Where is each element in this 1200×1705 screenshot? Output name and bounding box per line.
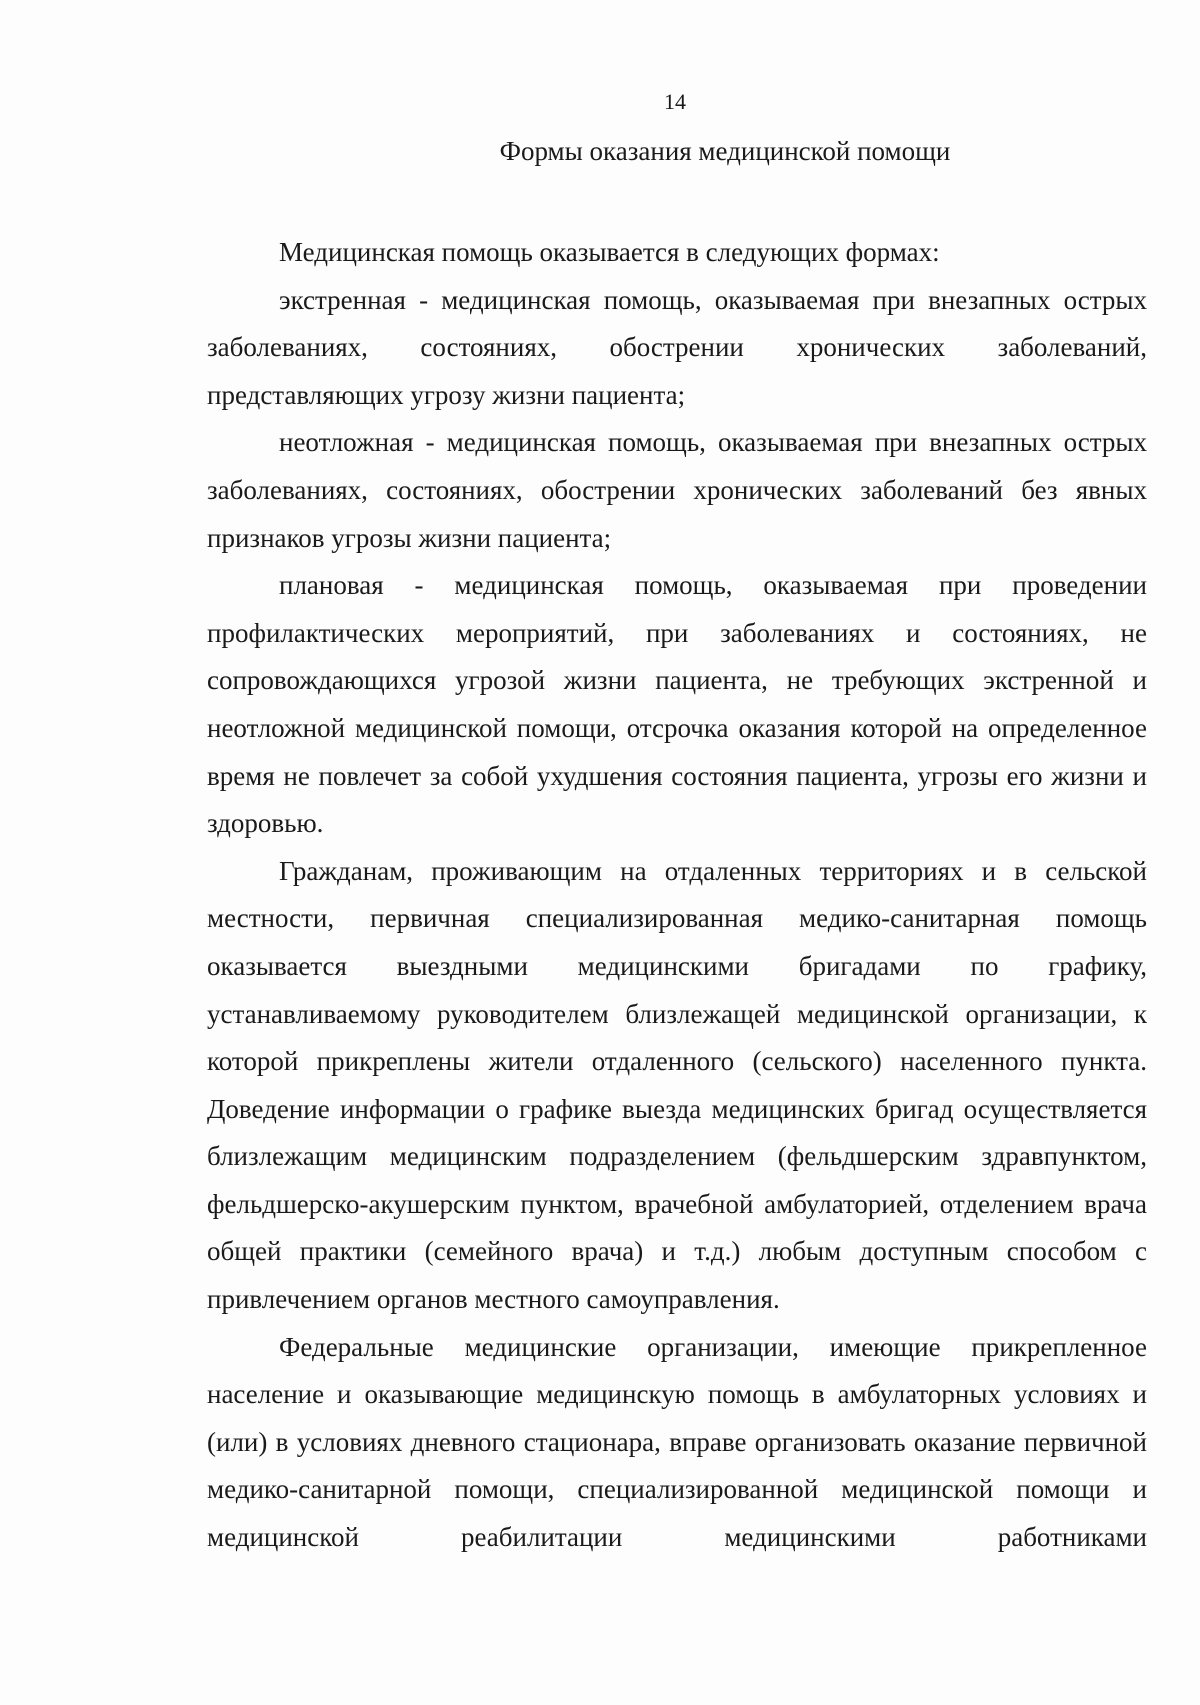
paragraph-rural-care: Гражданам, проживающим на отдаленных территориях и в сельской местности, первичная специализированная медико-санитарная помощь оказывается выездными медицинскими бригадами по графику, устанавливаемому руководителем близлежащей медицинской организации, к которой прикреплены жители отдаленного (сельского) населенного пункта. Доведение информации о графике выезда медицинских бригад осуществляется близлежащим медицинским подразделением (фельдшерским здравпунктом, фельдшерско-акушерским пунктом, врачебной амбулаторией, отделением врача общей практики (семейного врача) и т.д.) любым доступным способом с привлечением органов местного самоуправления.	[207, 855, 1147, 1315]
paragraph-federal-organizations: Федеральные медицинские организации, имеющие прикрепленное население и оказывающие медицинскую помощь в амбулаторных условиях и (или) в условиях дневного стационара, вправе организовать оказание первичной медико-санитарной помощи, специализированной медицинской помощи и медицинской реабилитации медицинскими работниками	[207, 1331, 1147, 1553]
paragraph-urgent: неотложная - медицинская помощь, оказываемая при внезапных острых заболеваниях, состояниях, обострении хронических заболеваний без явных признаков угрозы жизни пациента;	[207, 427, 1147, 553]
section-title: Формы оказания медицинской помощи	[499, 136, 951, 166]
paragraph-emergency: экстренная - медицинская помощь, оказываемая при внезапных острых заболеваниях, состояниях, обострении хронических заболеваний, представляющих угрозу жизни пациента;	[207, 284, 1147, 410]
paragraph-intro: Медицинская помощь оказывается в следующих формах:	[279, 237, 940, 267]
page-number: 14	[664, 89, 686, 114]
document-body	[207, 229, 1147, 1562]
paragraph-planned: плановая - медицинская помощь, оказываемая при проведении профилактических мероприятий, при заболеваниях и состояниях, не сопровождающихся угрозой жизни пациента, не требующих экстренной и неотложной медицинской помощи, отсрочка оказания которой на определенное время не повлечет за собой ухудшения состояния пациента, угрозы его жизни и здоровью.	[207, 570, 1147, 839]
